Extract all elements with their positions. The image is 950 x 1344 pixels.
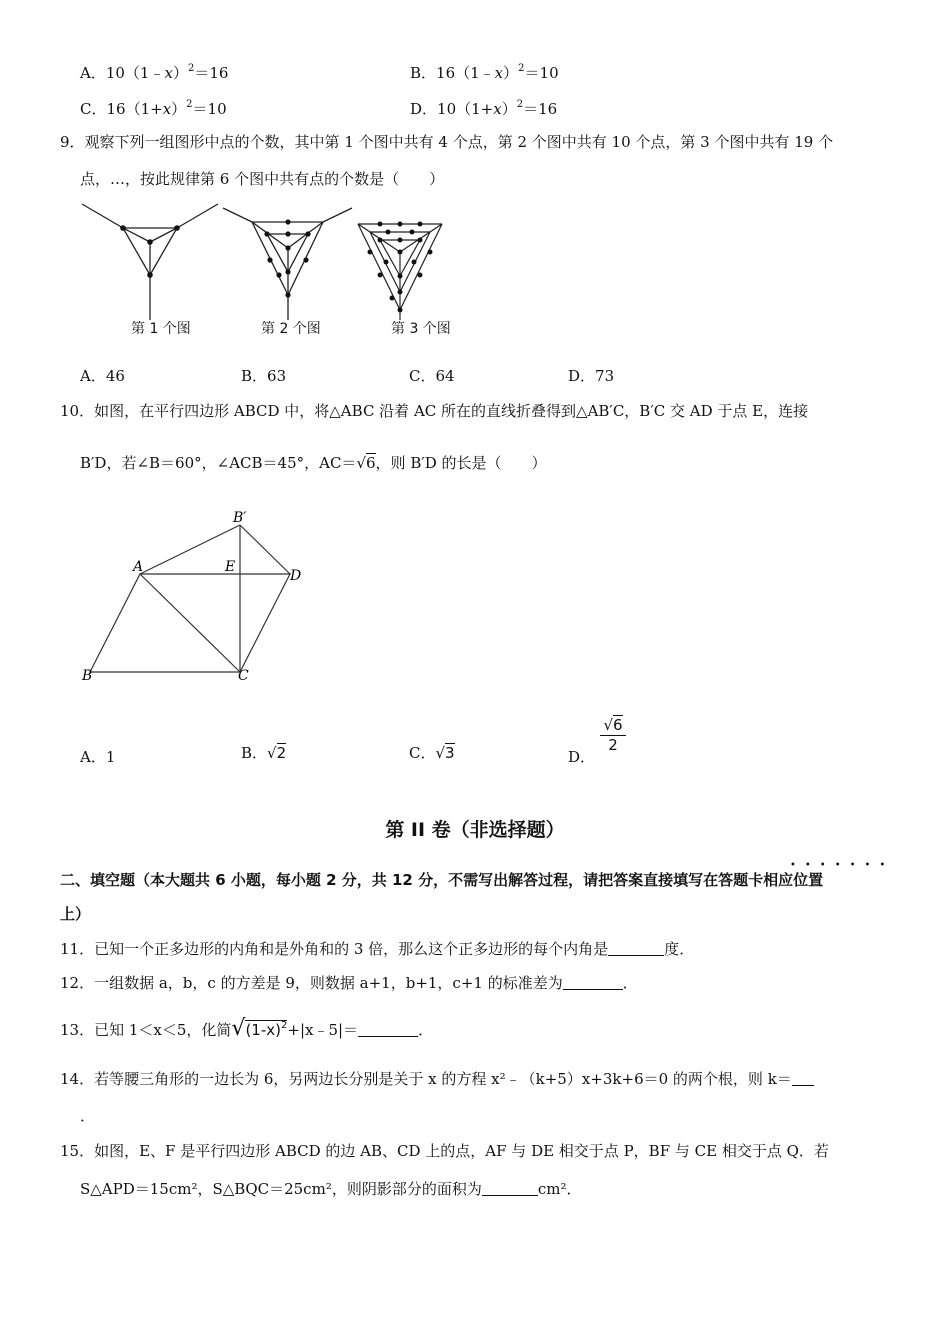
q10-option-d-fraction: √6 2	[596, 716, 630, 754]
q9-dot	[285, 269, 290, 274]
q8-option-b: B．16（1﹣x）$^2$＝10	[410, 63, 559, 82]
q10-option-b: B．√2	[241, 744, 287, 762]
segment-b-prime-d	[240, 525, 290, 574]
q9-dot	[285, 245, 290, 250]
q9-dot	[398, 308, 403, 313]
q10-stem-line2: B′D，若∠B＝60°，∠ACB＝45°，AC＝√6，则 B′D 的长是（ ）	[80, 454, 547, 472]
q14-end: ．	[80, 1107, 96, 1125]
q9-dot	[368, 250, 373, 255]
q9-dot	[398, 274, 403, 279]
point-a-label: A	[133, 559, 144, 575]
q9-dot	[276, 272, 281, 277]
q9-dot	[398, 250, 403, 255]
q9-dot	[418, 222, 423, 227]
part2-title: 第 II 卷（非选择题）	[385, 819, 565, 841]
q9-dot	[285, 292, 290, 297]
q9-dot	[384, 260, 389, 265]
q13: 13．已知 1＜x＜5，化简$√(1-x)^2+|x﹣5|=$ ．	[60, 1016, 434, 1041]
q9-dot	[398, 222, 403, 227]
q15-line1: 15．如图，E、F 是平行四边形 ABCD 的边 AB、CD 上的点，AF 与 DE 相交于点 P，BF 与 CE 相交于点 Q．若	[60, 1142, 829, 1160]
q9-dot	[378, 273, 383, 278]
section-heading-line1: 二、填空题（本大题共 6 小题，每小题 2 分，共 12 分，不需写出解答过程，请把答案直接填写在答题卡相应位置	[60, 871, 824, 889]
q9-dot	[398, 290, 403, 295]
q8-option-texts	[0, 0, 1, 1]
q10-option-a: A．1	[80, 748, 116, 766]
q9-option-d: D．73	[568, 367, 615, 385]
q9-dot	[418, 238, 423, 243]
q9-dot	[285, 231, 290, 236]
q9-dot	[285, 219, 290, 224]
q10-stem-line1: 10．如图，在平行四边形 ABCD 中，将△ABC 沿着 AC 所在的直线折叠得到△AB′C，B′C 交 AD 于点 E，连接	[60, 402, 809, 420]
point-e-label: E	[225, 559, 236, 575]
diagonal-ac	[140, 574, 240, 672]
q9-dot	[120, 225, 126, 231]
q9-dot	[410, 230, 415, 235]
q8-option-a: A．10（1﹣x）$^2$＝16	[80, 63, 229, 82]
q9-dot	[378, 222, 383, 227]
q9-dot	[174, 225, 180, 231]
q9-dot	[428, 250, 433, 255]
q9-dot	[147, 272, 153, 278]
point-b-prime-label: B′	[233, 510, 247, 526]
point-b-label: B	[82, 668, 93, 684]
q8-option-c: C．$16(1+x)^2=10$	[80, 99, 227, 118]
emphasis-dots: •••••••	[790, 860, 895, 871]
q10-figure	[78, 505, 318, 685]
q8-option-d: D．$10(1+x)^2=16$	[410, 99, 558, 118]
q9-stem-line1: 9．观察下列一组图形中点的个数，其中第 1 个图中共有 4 个点，第 2 个图中共有 10 个点，第 3 个图中共有 19 个	[60, 133, 834, 151]
q9-stem-line2: 点，…，按此规律第 6 个图中共有点的个数是（ ）	[80, 170, 445, 188]
q9-dot	[147, 239, 153, 245]
q9-option-a: A．46	[80, 367, 125, 385]
q11: 11．已知一个正多边形的内角和是外角和的 3 倍，那么这个正多边形的每个内角是 度．	[60, 940, 695, 958]
point-c-label: C	[238, 668, 249, 684]
q9-figure-1	[82, 204, 218, 320]
q10-option-d-label: D．	[568, 748, 596, 766]
q10-option-c: C．√3	[409, 744, 455, 762]
q9-dot	[412, 260, 417, 265]
q9-dot	[390, 296, 395, 301]
q14: 14．若等腰三角形的一边长为 6，另两边长分别是关于 x 的方程 x²﹣（k+5）x+3k+6＝0 的两个根，则 k＝	[60, 1068, 814, 1090]
q9-dot	[264, 231, 269, 236]
q9-dot	[303, 257, 308, 262]
q9-dot	[378, 238, 383, 243]
point-d-label: D	[290, 568, 302, 584]
q9-option-b: B．63	[241, 367, 287, 385]
q9-option-c: C．64	[409, 367, 455, 385]
q9-figure-1-label: 第 1 个图	[131, 321, 191, 337]
q9-dot	[418, 273, 423, 278]
q12: 12．一组数据 a，b，c 的方差是 9，则数据 a+1，b+1，c+1 的标准差为 ．	[60, 974, 638, 992]
q9-figure-2-label: 第 2 个图	[261, 321, 321, 337]
q9-figure-2	[223, 208, 352, 320]
q9-dot	[386, 230, 391, 235]
q9-figure-3-label: 第 3 个图	[391, 321, 451, 337]
section-heading-line2: 上）	[60, 905, 91, 923]
q9-dot	[305, 231, 310, 236]
q9-dot	[267, 257, 272, 262]
q15-line2: S△APD＝15cm²，S△BQC＝25cm²，则阴影部分的面积为 cm²．	[80, 1180, 582, 1198]
q9-dot	[398, 238, 403, 243]
